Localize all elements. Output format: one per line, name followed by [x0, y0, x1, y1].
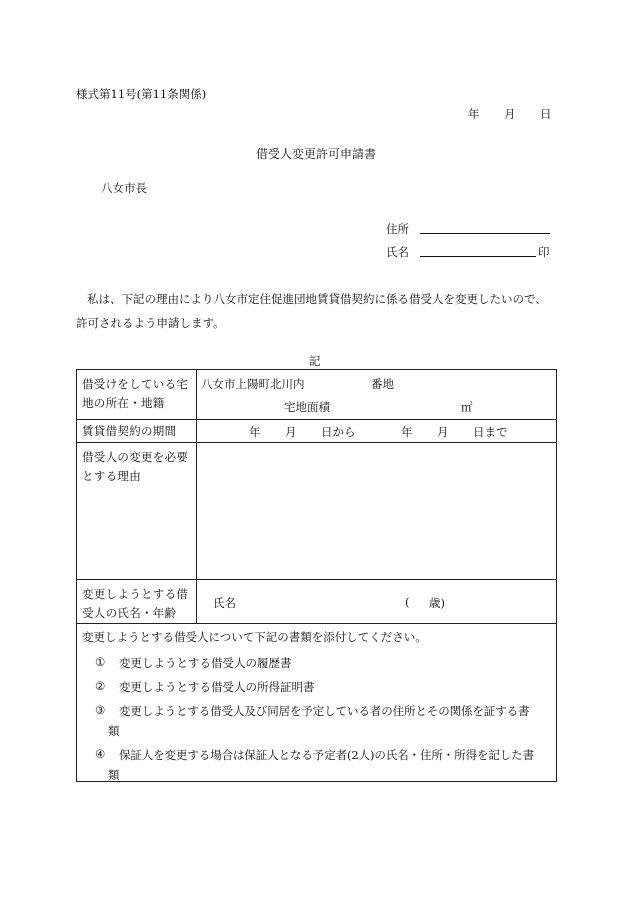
- borrower-name-label: 氏名: [213, 596, 236, 610]
- borrower-label-line1: 変更しようとする借: [82, 587, 189, 601]
- attachment-2-text: 変更しようとする借受人の所得証明書: [119, 680, 315, 694]
- date-year: 年: [468, 107, 480, 121]
- property-address: 八女市上陽町北川内: [201, 377, 305, 391]
- period-to-year: 年: [401, 425, 413, 439]
- property-label-cell: [77, 370, 197, 420]
- name-label: 氏名: [386, 245, 409, 259]
- row-attachments: [77, 624, 557, 782]
- attachment-3-text-line1: 変更しようとする借受人及び同居を予定している者の住所とその関係を証する書: [119, 704, 530, 718]
- borrower-label-cell: [77, 580, 197, 624]
- reason-label-line2: とする理由: [82, 469, 141, 483]
- attachment-1-text: 変更しようとする借受人の履歴書: [119, 656, 292, 670]
- attachment-4-number: ④: [95, 747, 106, 761]
- period-to-day: 日まで: [473, 425, 508, 439]
- period-from-month: 月: [285, 425, 297, 439]
- row-new-borrower: [77, 580, 557, 624]
- address-line: [420, 221, 550, 234]
- area-unit: ㎡: [461, 400, 473, 414]
- attachment-4-text-line1: 保証人を変更する場合は保証人となる予定者(2人)の氏名・住所・所得を記した書: [119, 748, 534, 762]
- document-title: 借受人変更許可申請書: [256, 147, 377, 161]
- period-from-day: 日から: [321, 425, 356, 439]
- attachments-cell: [77, 624, 557, 782]
- borrower-age-open: (: [405, 595, 410, 609]
- property-label-line2: 地の所在・地籍: [82, 396, 165, 410]
- attachments-intro: 変更しようとする借受人について下記の書類を添付してください。: [82, 630, 427, 644]
- period-from-year: 年: [249, 425, 261, 439]
- attachment-3-text-line2: 類: [108, 724, 120, 738]
- seal-mark: 印: [538, 245, 550, 259]
- date-month: 月: [504, 107, 516, 121]
- attachment-4-text-line2: 類: [108, 768, 120, 782]
- ki-label: 記: [309, 354, 321, 368]
- addressee: 八女市長: [101, 181, 147, 195]
- reason-label-cell: [77, 443, 197, 580]
- borrower-label-line2: 受人の氏名・年齢: [82, 606, 177, 620]
- address-label: 住所: [386, 222, 409, 236]
- attachment-3-number: ③: [95, 703, 106, 717]
- borrower-value-cell: [197, 580, 557, 624]
- period-to-month: 月: [437, 425, 449, 439]
- banchi-label: 番地: [371, 377, 394, 391]
- body-line-1: 私は、下記の理由により八女市定住促進団地賃貸借契約に係る借受人を変更したいので、: [87, 292, 547, 306]
- reason-value-cell: [197, 443, 557, 580]
- property-label-line1: 借受けをしている宅: [82, 377, 189, 391]
- row-reason: [77, 443, 557, 580]
- period-label-cell: [77, 420, 197, 443]
- area-label: 宅地面積: [284, 400, 330, 414]
- borrower-age-close: 歳): [429, 596, 445, 610]
- row-property: [77, 370, 557, 420]
- period-label: 賃貸借契約の期間: [82, 424, 177, 438]
- name-line: [420, 244, 536, 257]
- form-number: 様式第11号(第11条関係): [76, 87, 207, 101]
- period-value-cell: [197, 420, 557, 443]
- property-value-cell: [197, 370, 557, 420]
- reason-label-line1: 借受人の変更を必要: [82, 450, 189, 464]
- attachment-1-number: ①: [95, 655, 106, 669]
- body-line-2: 許可されるよう申請します。: [76, 316, 225, 330]
- attachment-2-number: ②: [95, 679, 106, 693]
- row-period: [77, 420, 557, 443]
- date-day: 日: [540, 107, 552, 121]
- application-table: [76, 369, 557, 782]
